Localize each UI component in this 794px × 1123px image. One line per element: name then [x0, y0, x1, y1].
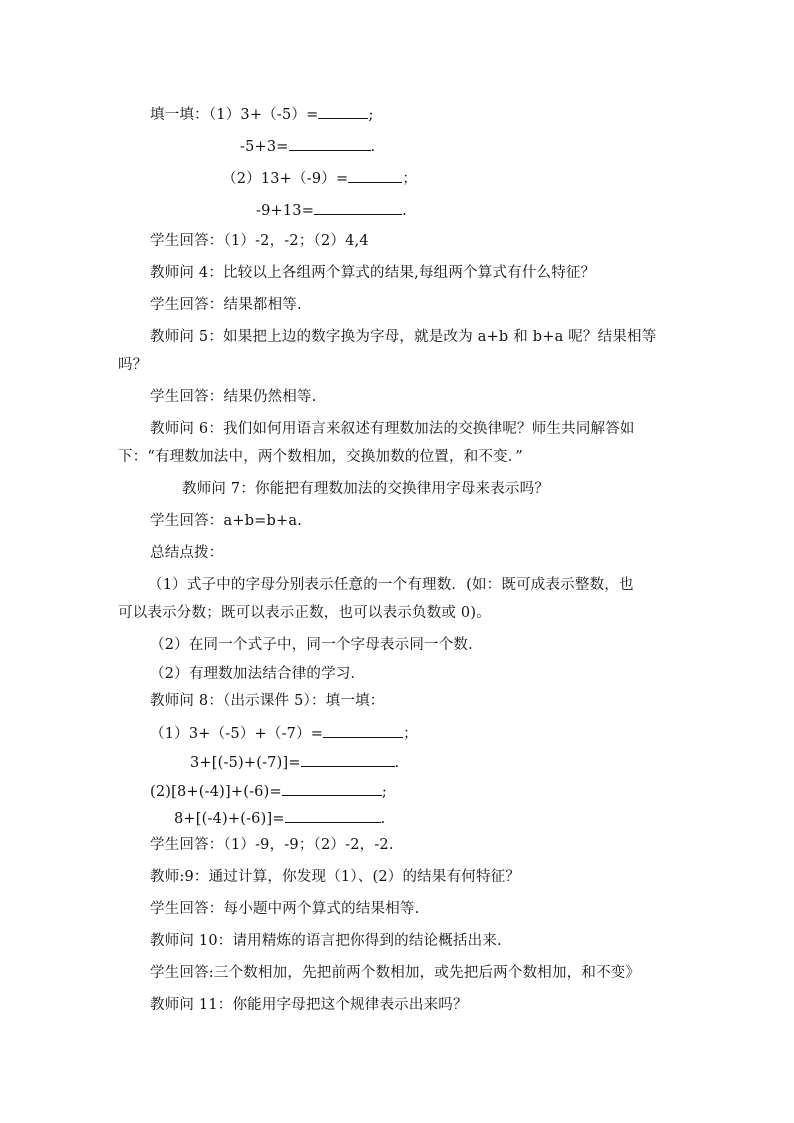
fill-in-2-line-1b — [190, 752, 399, 772]
summary-point-1-line-2: 可以表示分数；既可以表示正数，也可以表示负数或 0)。 — [118, 605, 491, 621]
teacher-statement-9: 教师:9：通过计算，你发现（1）、(2）的结果有何特征？ — [150, 869, 521, 885]
fill-in-line-2a — [222, 168, 417, 188]
answer-blank[interactable] — [289, 136, 371, 151]
student-answer-3: 学生回答：结果仍然相等. — [150, 389, 317, 405]
fill-in-line-1b — [240, 136, 375, 156]
answer-blank[interactable] — [318, 104, 368, 119]
punctuation: ； — [402, 171, 418, 187]
summary-label: 总结点拨： — [150, 545, 224, 561]
student-answer-5: 学生回答：（1）-9，-9；（2）-2，-2. — [150, 837, 394, 853]
punctuation: . — [380, 811, 386, 827]
student-answer-6: 学生回答：每小题中两个算式的结果相等. — [150, 901, 420, 917]
summary-point-1-line-1: （1）式子中的字母分别表示任意的一个有理数．(如：既可成表示整数，也 — [148, 577, 634, 593]
fill-in-expression: （1）3+（-5）+（-7）= — [150, 726, 324, 742]
punctuation: . — [394, 755, 400, 771]
fill-in-2-line-1a — [150, 723, 418, 743]
teacher-question-6-line-1: 教师问 6：我们如何用语言来叙述有理数加法的交换律呢？师生共同解答如 — [150, 421, 635, 437]
fill-in-expression: -9+13= — [256, 203, 315, 219]
fill-in-line-2b — [256, 200, 407, 220]
teacher-question-10: 教师问 10：请用精炼的语言把你得到的结论概括出来. — [150, 933, 502, 949]
teacher-question-8: 教师问 8：（出示课件 5）：填一填： — [150, 693, 385, 709]
punctuation: ; — [368, 107, 374, 123]
answer-blank[interactable] — [301, 752, 395, 767]
punctuation: . — [370, 139, 376, 155]
fill-in-label: 填一填： — [150, 107, 209, 123]
fill-in-expression: 8+[(-4)+(-6)]= — [174, 811, 285, 827]
fill-in-expression: (2)[8+(-4)]+(-6)= — [150, 784, 282, 800]
student-answer-2: 学生回答：结果都相等. — [150, 297, 302, 313]
teacher-question-5-line-2: 吗？ — [118, 357, 148, 373]
answer-blank[interactable] — [285, 808, 381, 823]
teacher-question-6-line-2: 下：“有理数加法中，两个数相加，交换加数的位置，和不变．” — [118, 449, 523, 465]
fill-in-expression: 3+[(-5)+(-7)]= — [190, 755, 301, 771]
teacher-question-4: 教师问 4：比较以上各组两个算式的结果,每组两个算式有什么特征？ — [150, 265, 596, 281]
answer-blank[interactable] — [323, 723, 403, 738]
answer-blank[interactable] — [348, 168, 402, 183]
punctuation: ； — [403, 726, 418, 742]
punctuation: . — [402, 203, 407, 219]
section-heading-2: （2）有理数加法结合律的学习． — [150, 666, 366, 682]
student-answer-1: 学生回答：（1）-2，-2；（2）4,4 — [150, 233, 369, 249]
teacher-question-7: 教师问 7：你能把有理数加法的交换律用字母来表示吗？ — [182, 481, 550, 497]
fill-in-2-line-2b — [174, 808, 385, 828]
punctuation: ; — [381, 784, 387, 800]
student-answer-7: 学生回答:三个数相加，先把前两个数相加，或先把后两个数相加，和不变》 — [150, 965, 641, 981]
teacher-question-11: 教师问 11：你能用字母把这个规律表示出来吗？ — [150, 997, 468, 1013]
fill-in-line-1a — [150, 104, 374, 124]
student-answer-4: 学生回答：a+b=b+a. — [150, 513, 303, 529]
fill-in-expression: （2）13+（-9）= — [222, 171, 349, 187]
fill-in-expression: -5+3= — [240, 139, 289, 155]
answer-blank[interactable] — [314, 200, 402, 215]
teacher-question-5-line-1: 教师问 5：如果把上边的数字换为字母，就是改为 a+b 和 b+a 呢？结果相等 — [150, 329, 657, 345]
answer-blank[interactable] — [282, 781, 382, 796]
summary-point-2: （2）在同一个式子中，同一个字母表示同一个数． — [150, 637, 483, 653]
fill-in-2-line-2a — [150, 781, 387, 801]
fill-in-expression: （1）3+（-5）= — [208, 107, 319, 123]
